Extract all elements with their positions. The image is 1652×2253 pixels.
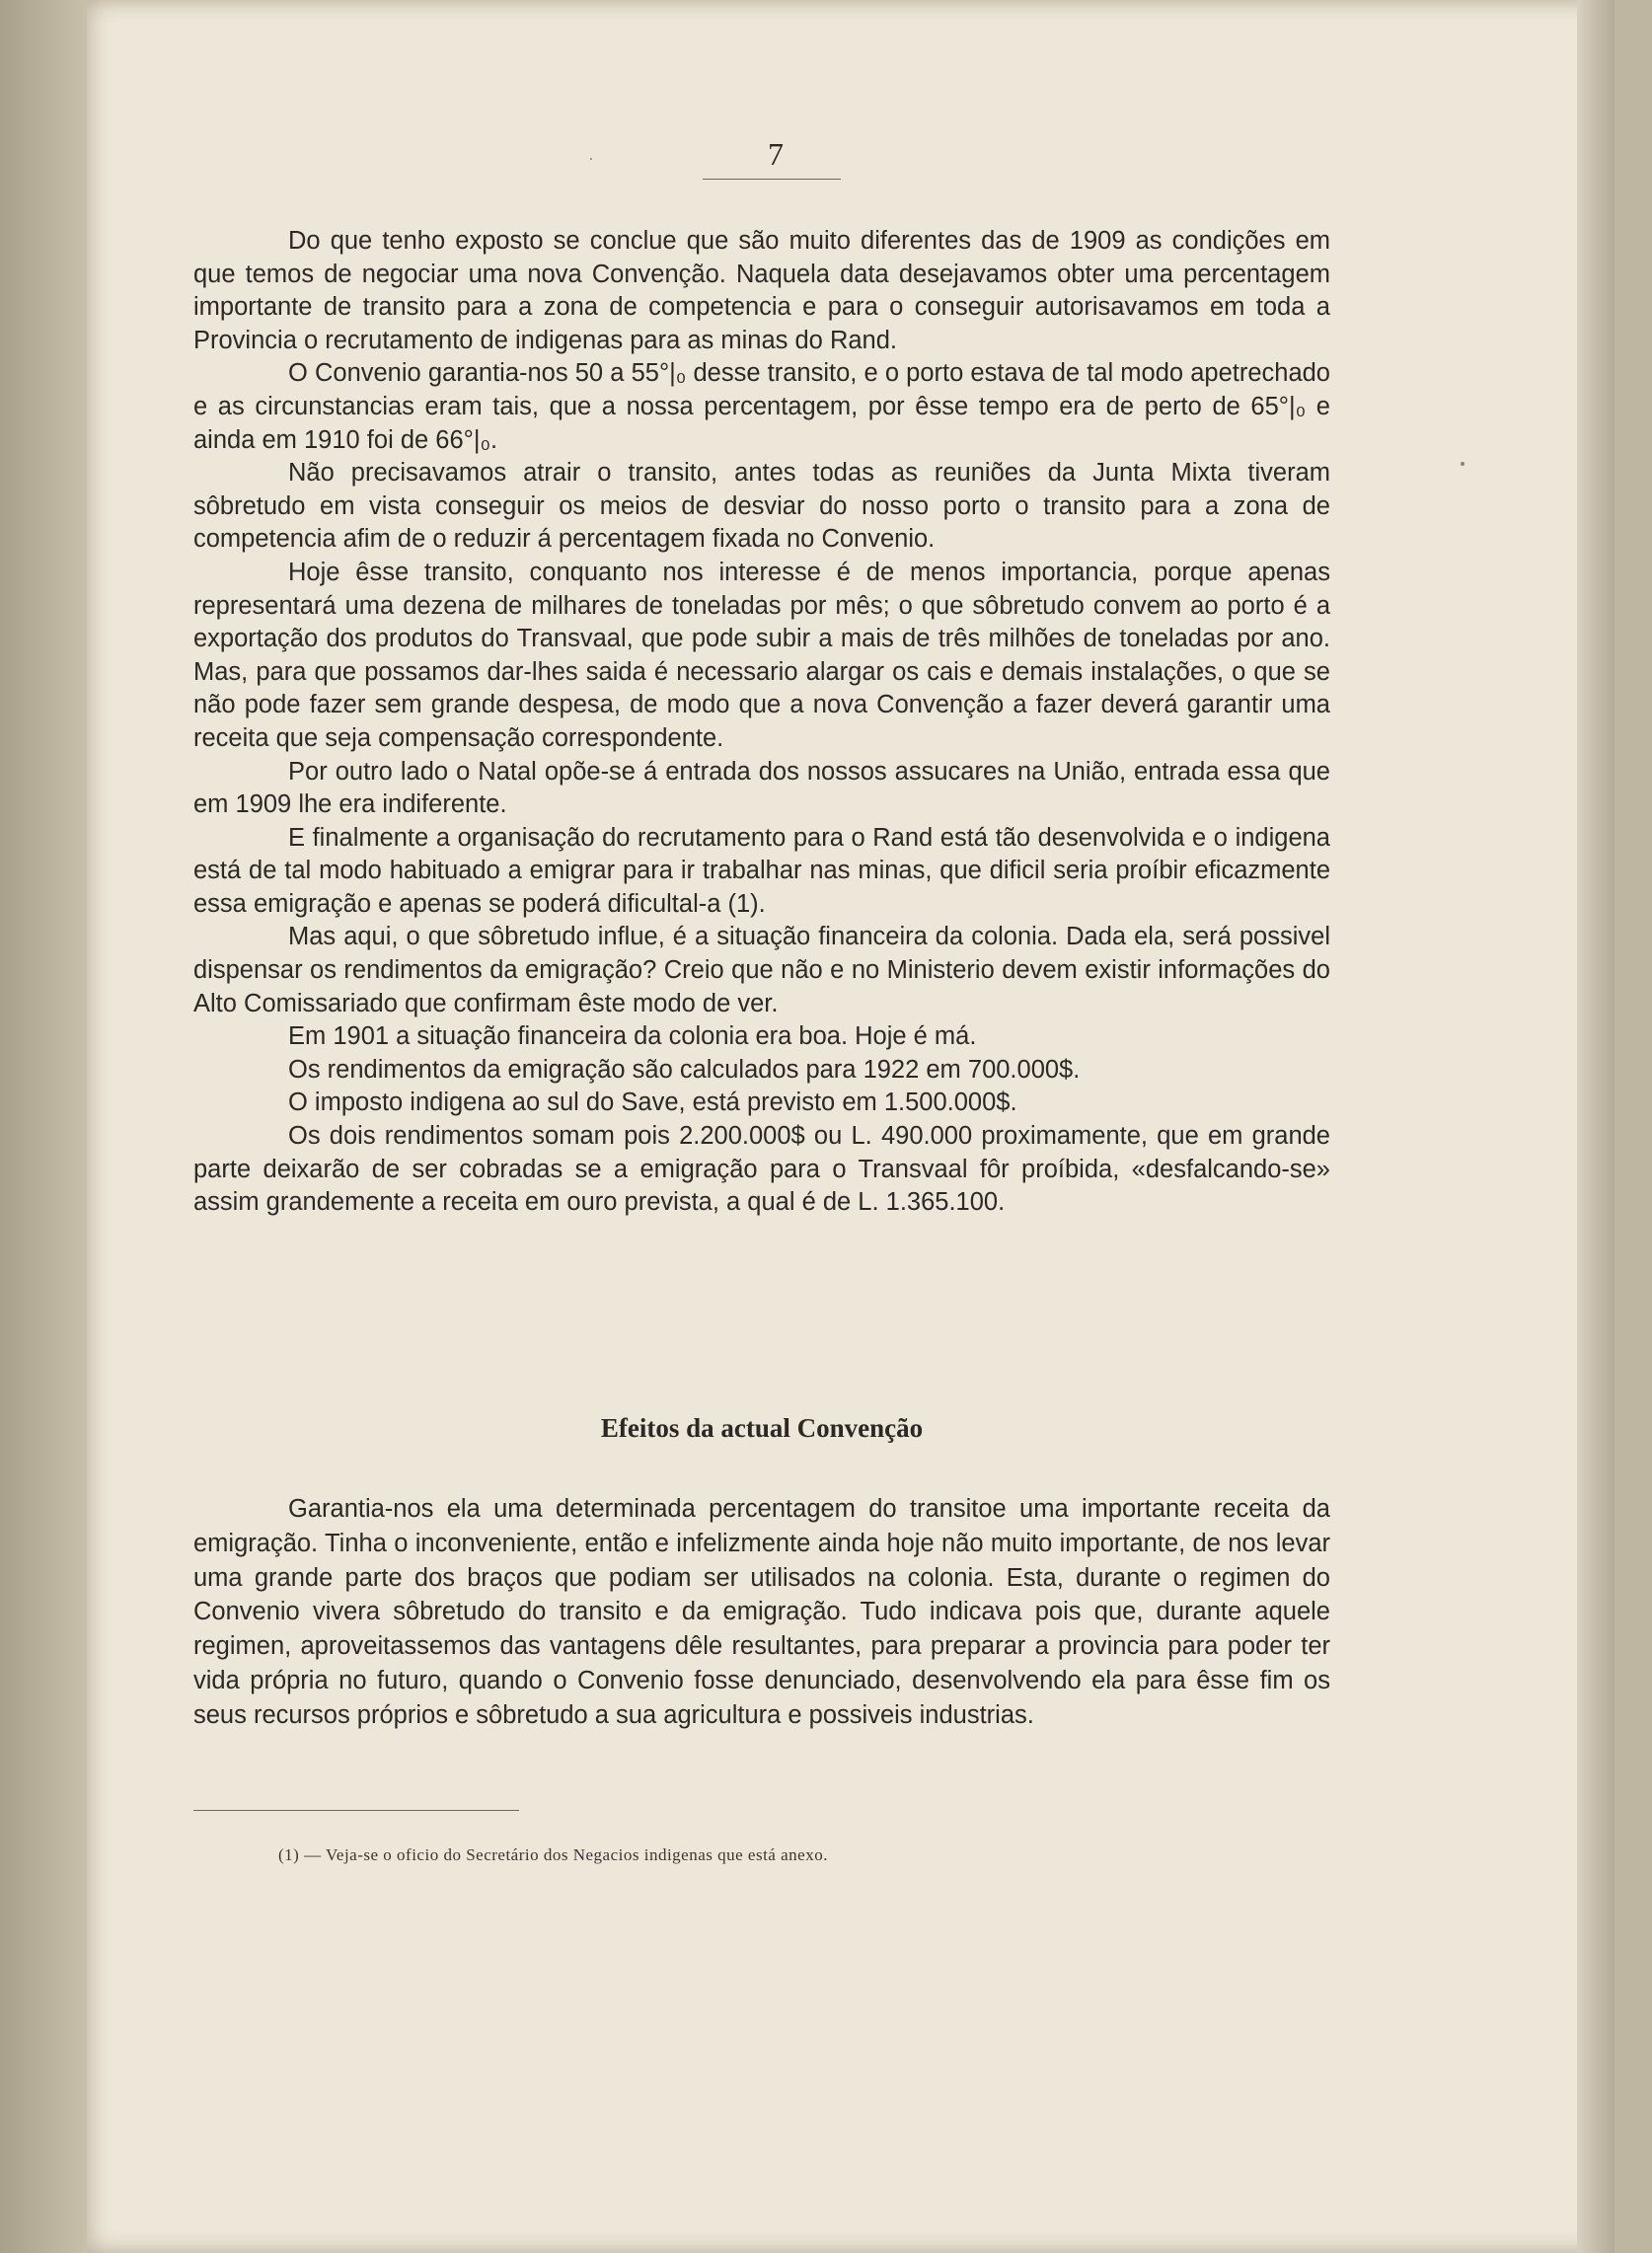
paragraph: Garantia-nos ela uma determinada percentagem do transitoe uma importante receita da emigração. Tinha o inconveniente, então e infelizmente ainda hoje não muito importante, de nos levar uma grande parte dos braços que podiam ser utilisados na colonia. Esta, durante o regimen do Convenio vivera sôbretudo do transito e da emigração. Tudo indicava pois que, durante aquele regimen, aproveitassemos das vantagens dêle resultantes, para preparar a provincia para poder ter vida própria no futuro, quando o Convenio fosse denunciado, desenvolvendo ela para êsse fim os seus recursos próprios e sôbretudo a sua agricultura e possiveis industrias.	[193, 1495, 1330, 1729]
section-heading: Efeitos da actual Convenção	[600, 1413, 924, 1443]
paragraph: Hoje êsse transito, conquanto nos interesse é de menos importancia, porque apenas representará uma dezena de milhares de toneladas por mês; o que sôbretudo convem ao porto é a exportação dos produtos do Transvaal, que pode subir a mais de três milhões de toneladas por ano. Mas, para que possamos dar-lhes saida é necessario alargar os cais e demais instalações, o que se não pode fazer sem grande despesa, de modo que a nova Convenção a fazer deverá garantir uma receita que seja compensação correspondente.	[193, 558, 1330, 752]
paragraph: Por outro lado o Natal opõe-se á entrada dos nossos assucares na União, entrada essa que em 1909 lhe era indiferente.	[193, 757, 1330, 819]
footnote: (1) — Veja-se o oficio do Secretário dos Negacios indigenas que está anexo.	[278, 1845, 828, 1864]
page-edge-left	[0, 0, 87, 2253]
footnote-rule	[193, 1810, 519, 1811]
paper-speck	[1461, 462, 1464, 466]
page-edge-right	[1577, 0, 1614, 2253]
paragraph: E finalmente a organisação do recrutamento para o Rand está tão desenvolvida e o indigena está de tal modo habituado a emigrar para ir trabalhar nas minas, que dificil seria proíbir eficazmente essa emigração e apenas se poderá dificultal-a (1).	[193, 823, 1330, 918]
page-number: 7	[768, 136, 784, 172]
paragraph: Os dois rendimentos somam pois 2.200.000$ ou L. 490.000 proximamente, que em grande parte deixarão de ser cobradas se a emigração para o Transvaal fôr proíbida, «desfalcando-se» assim grandemente a receita em ouro prevista, a qual é de L. 1.365.100.	[193, 1122, 1330, 1217]
paragraph: Mas aqui, o que sôbretudo influe, é a situação financeira da colonia. Dada ela, será possivel dispensar os rendimentos da emigração? Creio que não e no Ministerio devem existir informações do Alto Comissariado que confirmam êste modo de ver.	[193, 923, 1330, 1017]
paragraph: Em 1901 a situação financeira da colonia era boa. Hoje é má.	[288, 1022, 977, 1051]
page-number-rule	[703, 179, 841, 180]
paragraph: Não precisavamos atrair o transito, antes todas as reuniões da Junta Mixta tiveram sôbretudo em vista conseguir os meios de desviar do nosso porto o transito para a zona de competencia afim de o reduzir á percentagem fixada no Convenio.	[193, 459, 1330, 554]
body-text	[193, 225, 1330, 1220]
paragraph: O imposto indigena ao sul do Save, está previsto em 1.500.000$.	[288, 1089, 1017, 1117]
paper-speck	[590, 158, 592, 160]
paragraph: Do que tenho exposto se conclue que são muito diferentes das de 1909 as condições em que temos de negociar uma nova Convenção. Naquela data desejavamos obter uma percentagem importante de transito para a zona de competencia e para o conseguir autorisavamos em toda a Provincia o recrutamento de indigenas para as minas do Rand.	[193, 227, 1330, 354]
paragraph: Os rendimentos da emigração são calculados para 1922 em 700.000$.	[288, 1055, 1081, 1084]
paragraph: O Convenio garantia-nos 50 a 55°|₀ desse transito, e o porto estava de tal modo apetrechado e as circunstancias eram tais, que a nossa percentagem, por êsse tempo era de perto de 65°|₀ e ainda em 1910 foi de 66°|₀.	[193, 359, 1330, 454]
body-text-section	[193, 1492, 1330, 1733]
